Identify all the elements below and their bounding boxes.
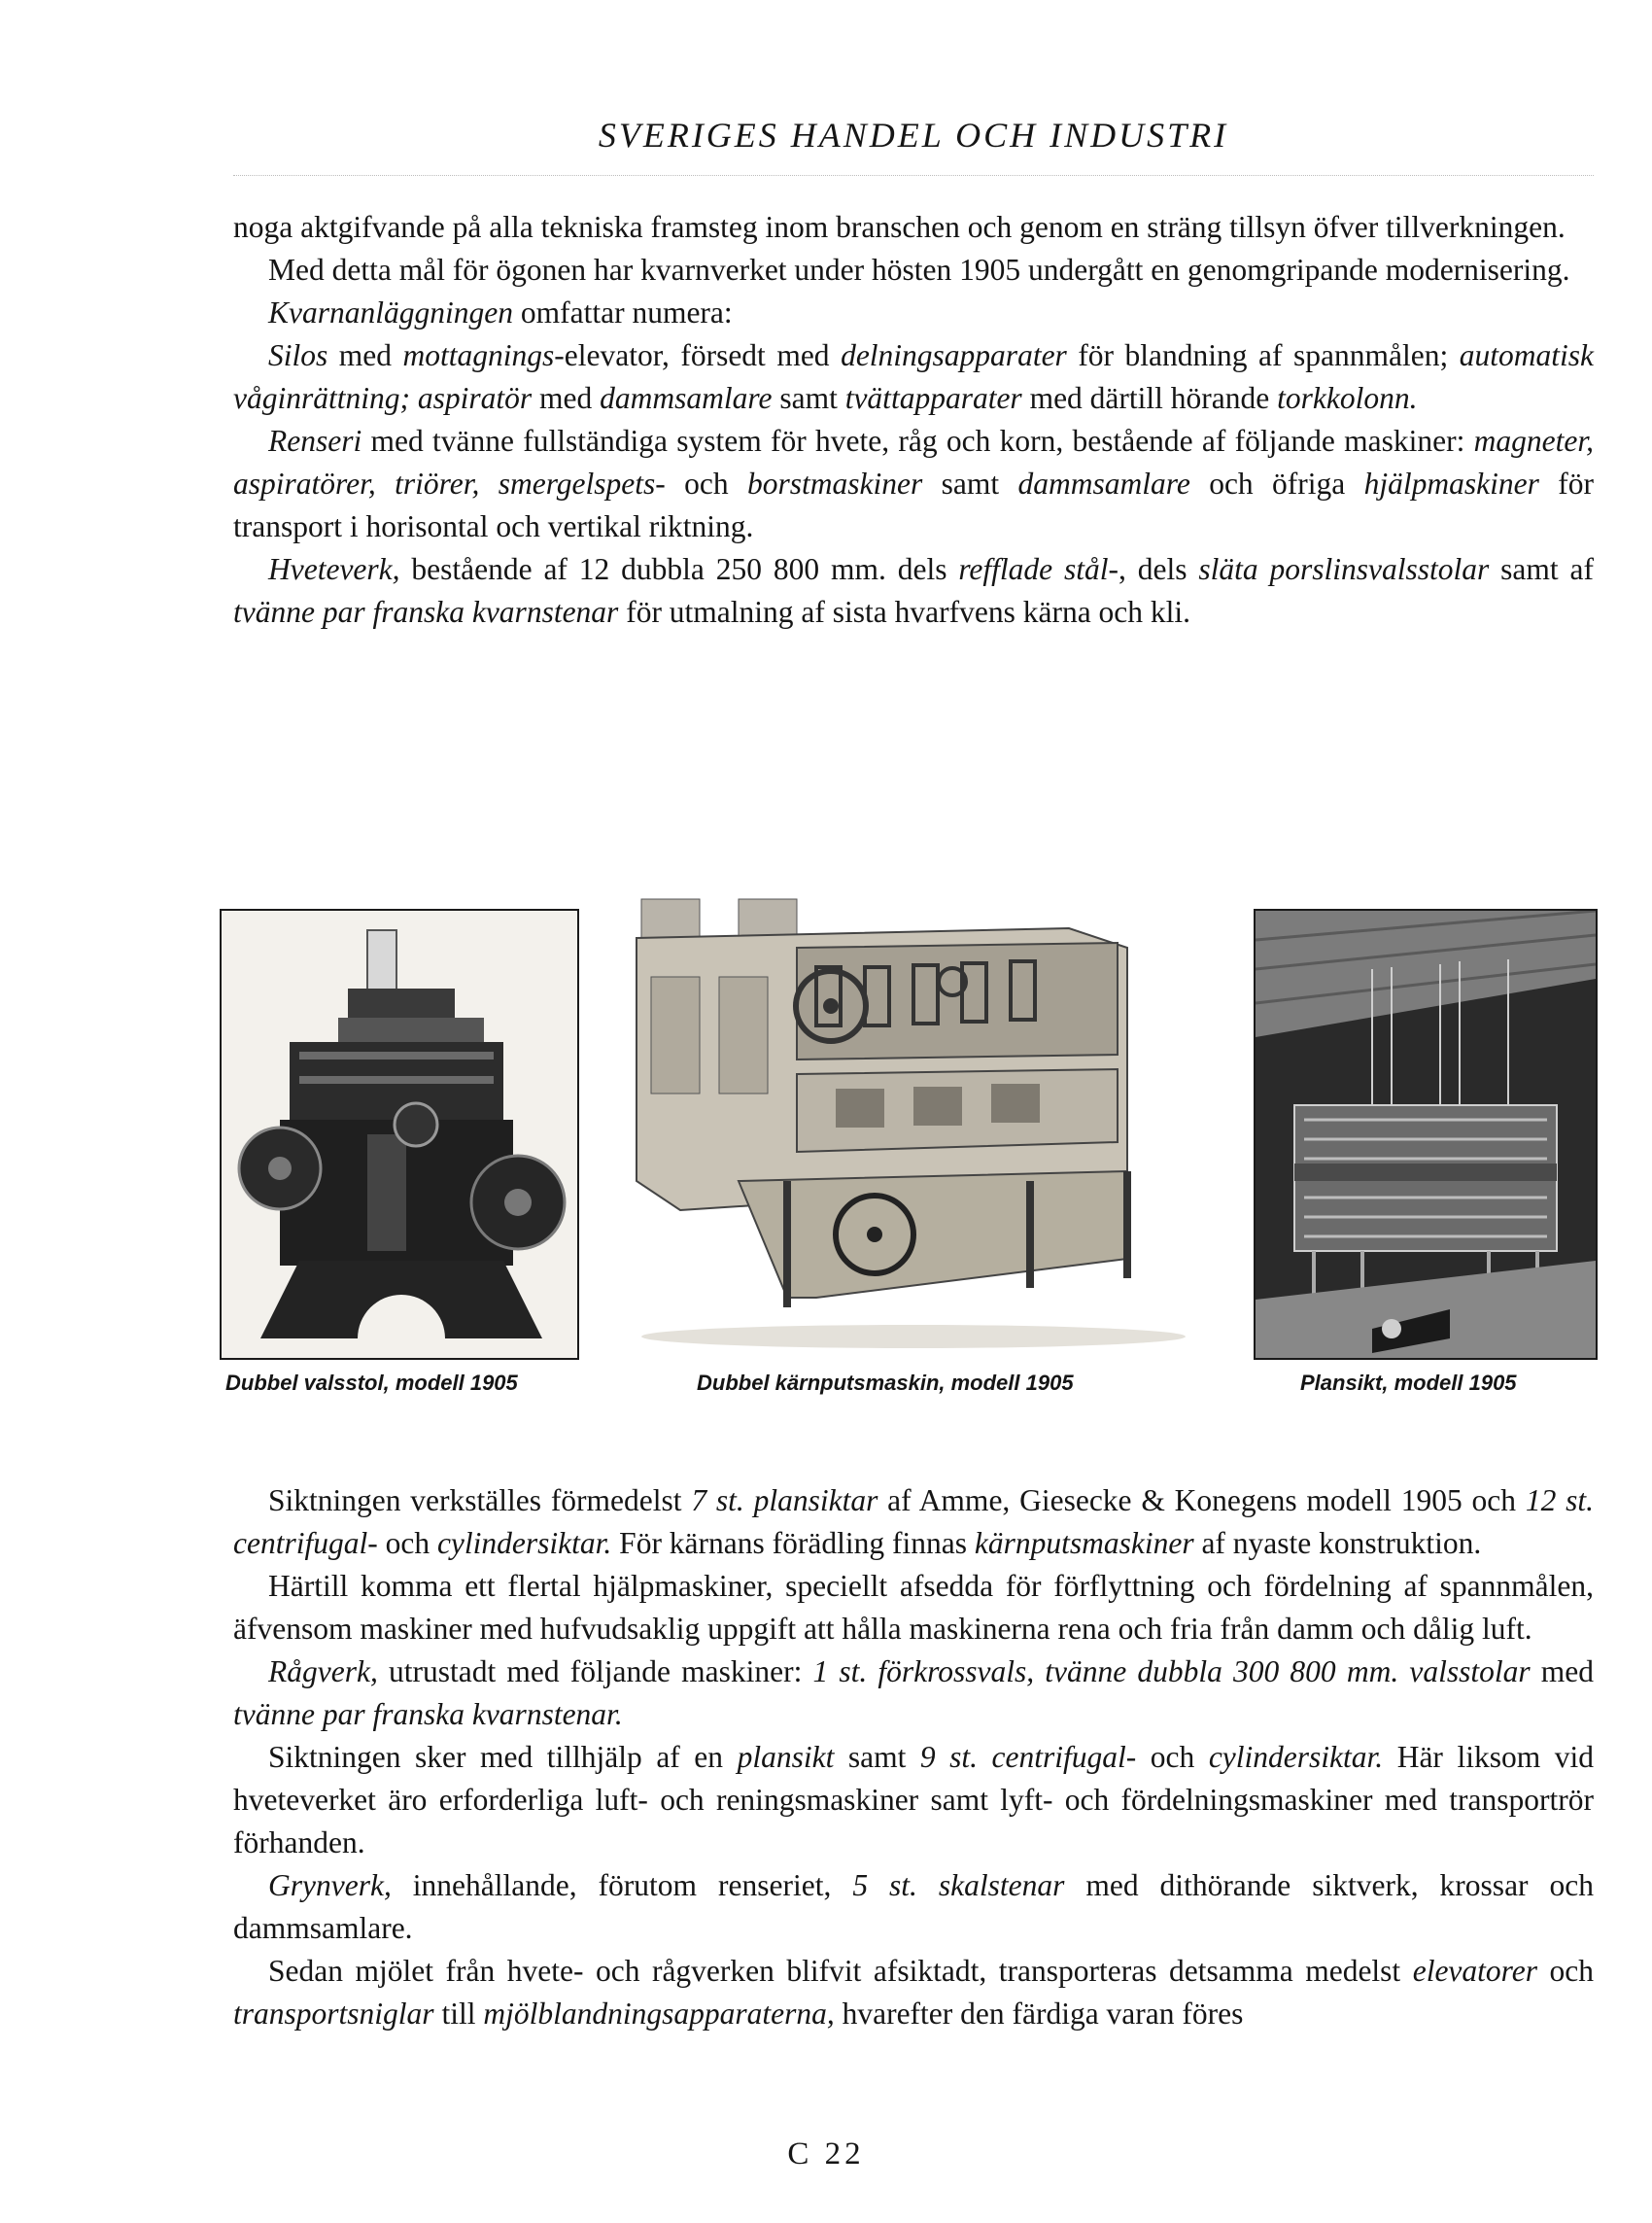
text-run: innehållande, förutom renseriet, [391,1868,853,1902]
emphasized-term: Renseri [268,424,362,458]
emphasized-term: Silos [268,338,328,372]
emphasized-term: tvänne par franska kvarnstenar. [233,1697,623,1731]
text-run: utrustadt med följande maskiner: [377,1654,813,1688]
emphasized-term: mottagnings- [402,338,565,372]
paragraph [233,1650,1594,1736]
paragraph [233,292,1594,334]
caption-karnputsmaskin: Dubbel kärnputsmaskin, modell 1905 [697,1371,1074,1395]
emphasized-term: 9 st. centrifugal- [919,1740,1137,1774]
emphasized-term: 12 st. centrifugal- [233,1483,1595,1560]
emphasized-term: torkkolonn. [1277,381,1418,415]
text-run: för transport i horisontal och vertikal riktning. [233,467,1594,543]
caption-plansikt: Plansikt, modell 1905 [1300,1371,1517,1395]
text-run: , dels [1119,552,1199,586]
emphasized-term: tvättapparater [844,381,1022,415]
text-run: af nyaste konstruktion. [1193,1526,1482,1560]
emphasized-term: transportsniglar [233,1997,434,2031]
text-run: Härtill komma ett flertal hjälpmaskiner, speciellt afsedda för förflyttning och fördelning af spannmålen, äfvensom maskiner med hufvudsaklig uppgift att hålla maskinerna rena och fria från damm och dålig luft. [233,1569,1594,1646]
paragraph [233,1565,1594,1650]
karnputsmaskin-illustration [622,889,1215,1356]
paragraph [233,1950,1594,2035]
emphasized-term: tvänne par franska kvarnstenar [233,595,619,629]
caption-valsstol: Dubbel valsstol, modell 1905 [225,1371,518,1395]
text-run: för utmalning af sista hvarfvens kärna och kli. [618,595,1191,629]
text-run: Med detta mål för ögonen har kvarnverket under hösten 1905 undergått en genomgripande modernisering. [268,253,1570,287]
text-run: med därtill hörande [1021,381,1278,415]
text-run: hvarefter den färdiga varan föres [834,1997,1244,2031]
emphasized-term: elevatorer [1412,1954,1537,1988]
emphasized-term: 1 st. förkrossvals, tvänne dubbla 300 800 mm. valsstolar [812,1654,1531,1688]
text-run: Siktningen verkställes förmedelst [268,1483,692,1517]
emphasized-term: Hveteverk, [268,552,400,586]
emphasized-term: cylindersiktar. [1208,1740,1384,1774]
emphasized-term: dammsamlare [600,381,773,415]
text-run: samt [922,467,1018,501]
emphasized-term: plansikt [737,1740,835,1774]
paragraph [233,1479,1594,1565]
emphasized-term: cylindersiktar. [436,1526,612,1560]
figure-karnputsmaskin [622,889,1215,1356]
paragraph [233,249,1594,292]
page-number: C 22 [787,2136,865,2171]
paragraph [233,1736,1594,1864]
emphasized-term: Grynverk, [268,1868,392,1902]
emphasized-term: mjölblandningsapparaterna, [483,1997,835,2031]
figure-valsstol [220,909,579,1360]
emphasized-term: 7 st. plansiktar [691,1483,878,1517]
emphasized-term: hjälpmaskiner [1363,467,1539,501]
text-run: Siktningen sker med tillhjälp af en [268,1740,738,1774]
emphasized-term: 5 st. skalstenar [852,1868,1065,1902]
text-run: och [1136,1740,1209,1774]
text-run: och [377,1526,437,1560]
emphasized-term: magneter, aspiratörer, triörer, smergelspets- [233,424,1594,501]
text-run: För kärnans förädling finnas [611,1526,975,1560]
text-run: noga aktgifvande på alla tekniska framsteg inom branschen och genom en sträng tillsyn öfver tillverkningen. [233,210,1566,244]
text-run: med [327,338,403,372]
body-text-bottom [233,1479,1594,2035]
emphasized-term: dammsamlare [1017,467,1190,501]
emphasized-term: refflade stål- [958,552,1119,586]
text-run: till [433,1997,484,2031]
text-run: med [532,381,601,415]
paragraph [233,206,1594,249]
text-run: med tvänne fullständiga system för hvete, råg och korn, bestående af följande maskiner: [361,424,1474,458]
text-run: med [1530,1654,1595,1688]
text-run: och [1537,1954,1595,1988]
text-run: elevator, försedt med [564,338,842,372]
paragraph [233,1864,1594,1950]
emphasized-term: automatisk våginrättning; aspiratör [233,338,1594,415]
emphasized-term: delningsapparater [841,338,1067,372]
text-run: Sedan mjölet från hvete- och rågverken blifvit afsiktadt, transporteras detsamma medelst [268,1954,1413,1988]
running-header: SVERIGES HANDEL OCH INDUSTRI [598,116,1229,155]
paragraph [233,548,1594,634]
text-run: för blandning af spannmålen; [1066,338,1460,372]
emphasized-term: kärnputsmaskiner [974,1526,1194,1560]
text-run: omfattar numera: [513,295,733,330]
plansikt-illustration [1256,911,1596,1358]
text-run: samt af [1489,552,1595,586]
text-run: och öfriga [1189,467,1364,501]
text-run: bestående af 12 dubbla 250 800 mm. dels [399,552,959,586]
figure-plansikt [1254,909,1598,1360]
emphasized-term: Rågverk, [268,1654,378,1688]
emphasized-term: Kvarnanläggningen [268,295,513,330]
paragraph [233,420,1594,548]
header-rule [233,175,1594,176]
text-run: samt [834,1740,920,1774]
emphasized-term: borstmaskiner [747,467,923,501]
text-run: Här liksom vid hveteverket äro erforderliga luft- och reningsmaskiner samt lyft- och fördelningsmaskiner med transportrör förhanden. [233,1740,1594,1859]
text-run: samt [772,381,845,415]
emphasized-term: släta porslinsvalsstolar [1198,552,1490,586]
text-run: och [665,467,747,501]
text-run: af Amme, Giesecke & Konegens modell 1905 och [878,1483,1526,1517]
valsstol-illustration [222,911,577,1358]
paragraph [233,334,1594,420]
text-run: med dithörande siktverk, krossar och dammsamlare. [233,1868,1594,1945]
body-text-top [233,206,1594,634]
